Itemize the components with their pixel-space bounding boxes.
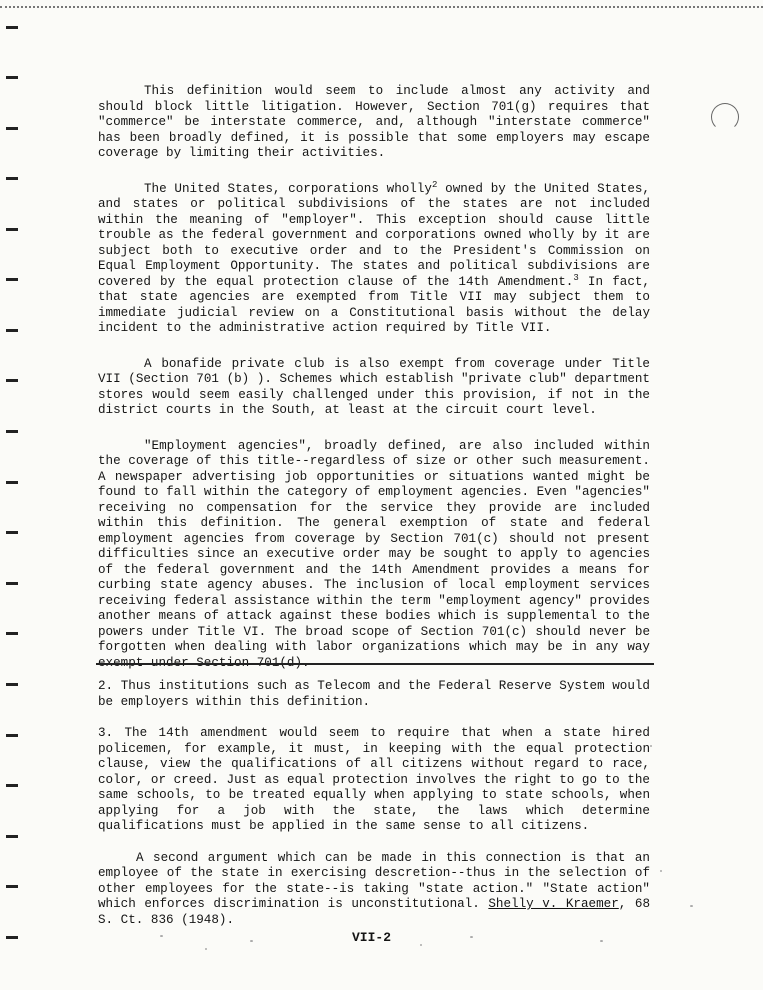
scan-speck (420, 944, 422, 946)
paragraph-text: owned by the United States, and states or political subdivisions of the states are not included within the meaning of "employer". This exception should cause little trouble as the federal government and corporations owned wholly by it are subject both to executive order and to the President's Commission on Equal Employment Opportunity. The states and political subdivisions are covered by the equal protection clause of the 14th Amendment. (98, 181, 650, 289)
scan-speck (660, 870, 662, 872)
footnote-2: 2. Thus institutions such as Telecom and the Federal Reserve System would be employers within this definition. (98, 679, 650, 709)
footnote-3: 3. The 14th amendment would seem to require that when a state hired policemen, for example, it must, in keeping with the equal protection clause, view the qualifications of all citizens without regard to race, color, or creed. Just as equal protection involves the right to go to the same schools, to be treated equally when applying to state schools, when applying for a job with the state, the laws which determine qualifications must be applied in the same sense to all citizens. (98, 726, 650, 833)
edge-mark (6, 632, 18, 635)
edge-mark (6, 683, 18, 686)
edge-mark (6, 784, 18, 787)
footnotes (98, 679, 650, 928)
edge-mark (6, 531, 18, 534)
footnote-ref-3: 3 (573, 272, 579, 283)
paragraph-government-exemption (98, 179, 650, 337)
edge-mark (6, 329, 18, 332)
document-body (98, 84, 650, 681)
scan-speck (250, 940, 253, 942)
edge-mark (6, 26, 18, 29)
edge-mark (6, 734, 18, 737)
paragraph-employment-agencies: "Employment agencies", broadly defined, are also included within the coverage of this title--regardless of size or other such measurement. A newspaper advertising job opportunities or situations wanted might be found to fall within the category of employment agencies. Even "agencies" receiving no compensation for the service they provide are included within this definition. The general exemption of state and federal employment agencies from coverage by Section 701(c) should not present difficulties since an executive order may be sought to apply to agencies of the federal government and the 14th Amendment provides a means for curbing state agency abuses. The inclusion of local employment services receiving federal assistance within the term "employment agency" provides another means of attack against these bodies which is supplemental to the powers under Title VI. The broad scope of Section 701(c) should never be forgotten when dealing with labor organizations which may be in any way exempt under Section 701(d). (98, 438, 650, 670)
page-number: VII-2 (352, 930, 392, 945)
edge-mark (6, 481, 18, 484)
edge-mark (6, 228, 18, 231)
paragraph-commerce-definition: This definition would seem to include almost any activity and should block little litigation. However, Section 701(g) requires that "commerce" be interstate commerce, and, although "interstate commerce" has been broadly defined, it is possible that some employers may escape coverage by limiting their activities. (98, 84, 650, 160)
paragraph-text: The United States, corporations wholly (144, 181, 432, 196)
left-edge-binding-marks (6, 0, 20, 990)
footnote-ref-2: 2 (431, 179, 438, 190)
scan-speck (160, 935, 163, 937)
paragraph-private-club: A bonafide private club is also exempt from coverage under Title VII (Section 701 (b) ). Schemes which establish "private club" department stores would seem easily challenged under this provision, if not in the district courts in the South, at least at the circuit court level. (98, 356, 650, 417)
edge-mark (6, 936, 18, 939)
edge-mark (6, 885, 18, 888)
footnote-3-continuation (98, 851, 650, 929)
scan-speck (600, 940, 603, 942)
footnote-text: A second argument which can be made in this connection is that an employee of the state in exercising descretion--thus in the selection of other employees for the state--is taking "state action." "State action" which enforces discrimination is unconstitutional. (98, 850, 650, 911)
top-perforation-border (0, 6, 763, 8)
edge-mark (6, 278, 18, 281)
edge-mark (6, 177, 18, 180)
case-citation-reference: , 68 S. Ct. 836 (1948). (98, 897, 651, 927)
paragraph-text: In fact, that state agencies are exempted from Title VII may subject them to immediate judicial review on a Constitutional basis without the delay incident to the administrative action required by Title VII. (98, 274, 650, 335)
edge-mark (6, 835, 18, 838)
edge-mark (6, 582, 18, 585)
case-citation-name: Shelly v. Kraemer (488, 897, 619, 911)
edge-mark (6, 76, 18, 79)
edge-mark (6, 379, 18, 382)
footnote-divider (96, 663, 654, 665)
edge-mark (6, 127, 18, 130)
edge-mark (6, 430, 18, 433)
scan-speck (205, 948, 207, 950)
scan-speck (470, 936, 473, 938)
scan-speck (650, 745, 652, 747)
punch-hole (711, 103, 739, 131)
scan-speck (690, 905, 693, 907)
